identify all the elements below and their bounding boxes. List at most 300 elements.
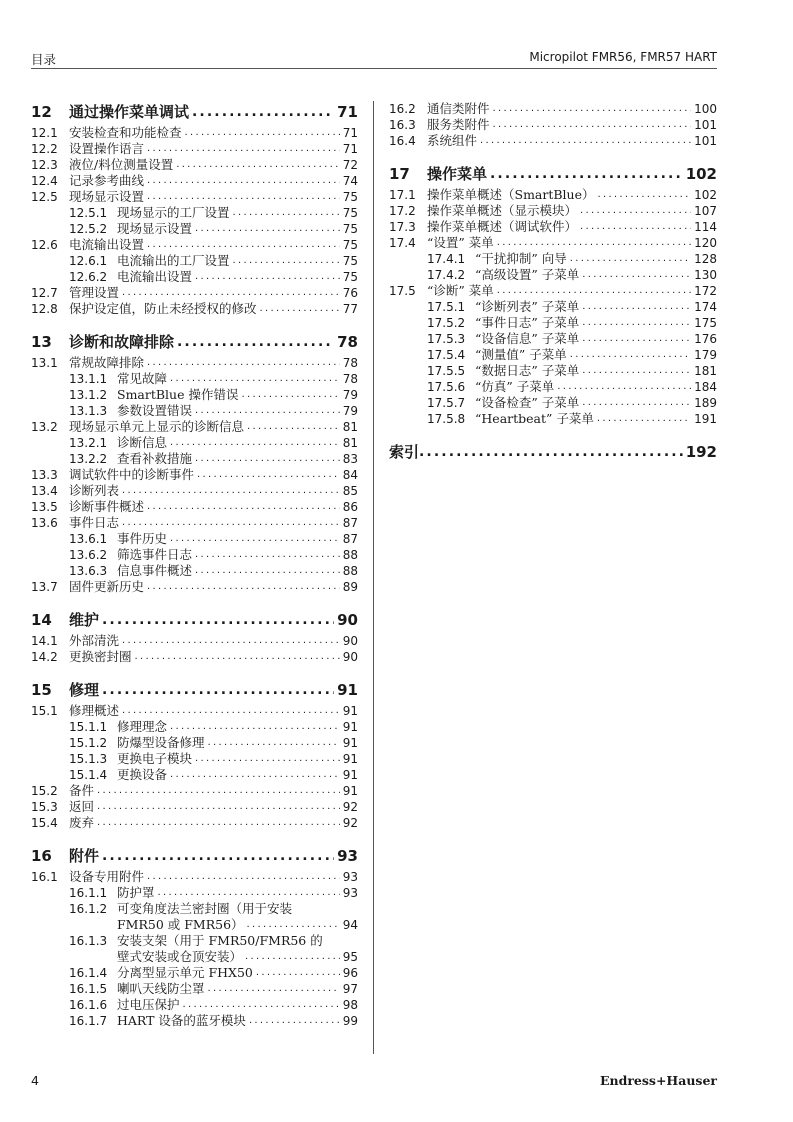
entry-number: 17.5.5 [427,364,466,378]
entry-title: 返回 [69,799,95,814]
toc-subsection-entry[interactable] [31,933,358,965]
toc-section-entry[interactable] [31,499,358,515]
entry-page: 91 [342,736,358,750]
entry-page: 101 [694,134,717,148]
entry-page: 78 [342,372,358,386]
dot-leader [176,157,340,173]
page-header [31,48,717,69]
toc-subsection-entry[interactable] [31,451,358,467]
toc-subsection-entry[interactable] [31,435,358,451]
dot-leader [245,949,340,965]
entry-page: 91 [342,720,358,734]
toc-chapter-entry[interactable] [31,331,358,353]
entry-title: 现场显示设置 [69,189,145,204]
entry-title: 参数设置错误 [117,403,193,418]
entry-page: 100 [694,102,717,116]
entry-number: 15.1.2 [69,736,108,750]
toc-section-entry[interactable] [31,815,358,831]
entry-number: 17.4 [389,236,416,250]
toc-section-entry[interactable] [31,141,358,157]
entry-number: 15.4 [31,816,58,830]
dot-leader [195,451,340,467]
dot-leader [582,395,691,411]
toc-subsection-entry[interactable] [389,347,717,363]
toc-section-entry[interactable] [31,869,358,885]
chapter-page: 192 [685,443,717,461]
entry-title: 调试软件中的诊断事件 [69,467,195,482]
entry-title: 更换设备 [117,767,168,782]
entry-page: 120 [694,236,717,250]
column-divider [373,101,374,1054]
entry-number: 17.1 [389,188,416,202]
toc-subsection-entry[interactable] [389,315,717,331]
dot-leader [197,467,340,483]
entry-page: 91 [342,704,358,718]
entry-title: 系统组件 [427,133,478,148]
entry-number: 16.3 [389,118,416,132]
entry-number: 13.1 [31,356,58,370]
dot-leader [147,499,340,515]
toc-section-entry[interactable] [31,189,358,205]
entry-title: “事件日志” 子菜单 [475,315,580,330]
entry-title: 电流输出设置 [69,237,145,252]
entry-number: 14.1 [31,634,58,648]
entry-number: 16.1.7 [69,1014,108,1028]
chapter-number: 17 [389,165,410,183]
dot-leader [158,885,340,901]
entry-title: 更换电子模块 [117,751,193,766]
entry-page: 75 [342,270,358,284]
dot-leader [102,845,334,867]
dot-leader [557,379,691,395]
entry-title: 事件日志 [69,515,120,530]
entry-number: 17.5.4 [427,348,466,362]
entry-title: 设备专用附件 [69,869,145,884]
entry-title: 操作菜单概述（显示模块） [427,203,578,218]
toc-chapter-entry[interactable] [389,441,717,463]
entry-number: 15.1.4 [69,768,108,782]
chapter-title: 维护 [69,611,100,629]
entry-page: 76 [342,286,358,300]
toc-subsection-entry[interactable] [389,363,717,379]
entry-page: 93 [342,870,358,884]
entry-title: HART 设备的蓝牙模块 [117,1013,246,1028]
chapter-number: 16 [31,847,52,865]
entry-title: 防护罩 [117,885,155,900]
toc-chapter-entry[interactable] [31,845,358,867]
header-document-title: Micropilot FMR56, FMR57 HART [529,50,717,64]
dot-leader [582,267,691,283]
toc-section-entry[interactable] [31,515,358,531]
toc-subsection-entry[interactable] [31,965,358,981]
entry-title: 常见故障 [117,371,168,386]
toc-section-entry[interactable] [31,649,358,665]
toc-right-column [389,101,717,477]
dot-leader [97,815,340,831]
entry-title: 记录参考曲线 [69,173,145,188]
entry-number: 12.8 [31,302,58,316]
toc-subsection-entry[interactable] [389,411,717,427]
toc-section-entry[interactable] [31,301,358,317]
toc-section-entry[interactable] [31,285,358,301]
entry-number: 16.1.3 [69,934,108,948]
entry-page: 85 [342,484,358,498]
toc-subsection-entry[interactable] [389,299,717,315]
toc-section-entry[interactable] [31,419,358,435]
toc-section-entry[interactable] [31,799,358,815]
dot-leader [102,679,334,701]
toc-subsection-entry[interactable] [31,901,358,933]
entry-page: 93 [342,886,358,900]
toc-subsection-entry[interactable] [31,563,358,579]
toc-section-entry[interactable] [31,355,358,371]
entry-title: 事件历史 [117,531,168,546]
entry-title: “设置” 菜单 [427,235,494,250]
entry-page: 75 [342,206,358,220]
entry-number: 12.4 [31,174,58,188]
toc-section-entry[interactable] [389,283,717,299]
entry-number: 17.5.7 [427,396,466,410]
toc-subsection-entry[interactable] [31,719,358,735]
entry-number: 13.7 [31,580,58,594]
toc-subsection-entry[interactable] [31,751,358,767]
dot-leader [570,347,691,363]
entry-number: 17.2 [389,204,416,218]
toc-chapter-entry[interactable] [389,163,717,185]
entry-page: 86 [342,500,358,514]
entry-title: 设置操作语言 [69,141,145,156]
toc-section-entry[interactable] [31,633,358,649]
toc-subsection-entry[interactable] [31,885,358,901]
toc-subsection-entry[interactable] [31,735,358,751]
entry-title-line1: 可变角度法兰密封圈（用于安装 [117,901,293,916]
entry-number: 15.1 [31,704,58,718]
entry-number: 12.5.1 [69,206,108,220]
dot-leader [170,719,340,735]
entry-number: 13.5 [31,500,58,514]
entry-number: 12.6.2 [69,270,108,284]
entry-number: 17.5.1 [427,300,466,314]
entry-number: 17.5.6 [427,380,466,394]
entry-number: 16.1 [31,870,58,884]
toc-subsection-entry[interactable] [31,997,358,1013]
entry-title: 操作菜单概述（调试软件） [427,219,578,234]
toc-section-entry[interactable] [31,173,358,189]
dot-leader [170,435,340,451]
entry-number: 12.1 [31,126,58,140]
entry-title: 液位/料位测量设置 [69,157,174,172]
dot-leader [185,125,340,141]
toc-section-entry[interactable] [389,219,717,235]
entry-number: 16.1.6 [69,998,108,1012]
entry-title: “高级设置” 子菜单 [475,267,580,282]
entry-page: 97 [342,982,358,996]
dot-leader [249,1013,340,1029]
entry-page: 84 [342,468,358,482]
footer-brand: Endress+Hauser [599,1073,717,1088]
entry-number: 12.7 [31,286,58,300]
entry-number: 16.1.4 [69,966,108,980]
entry-title: 固件更新历史 [69,579,145,594]
dot-leader [208,981,340,997]
entry-title: 现场显示的工厂设置 [117,205,230,220]
entry-number: 13.4 [31,484,58,498]
entry-title: 修理概述 [69,703,120,718]
toc-chapter-group [389,441,717,463]
chapter-page: 102 [685,165,717,183]
toc-chapter-group [31,679,358,831]
entry-page: 72 [342,158,358,172]
toc-subsection-entry[interactable] [31,403,358,419]
toc-section-entry[interactable] [31,783,358,799]
entry-page: 74 [342,174,358,188]
toc-subsection-entry[interactable] [389,331,717,347]
entry-page: 88 [342,548,358,562]
entry-title: 防爆型设备修理 [117,735,205,750]
entry-title: 安装检查和功能检查 [69,125,182,140]
entry-number: 17.4.1 [427,252,466,266]
entry-title-line1: 安装支架（用于 FMR50/FMR56 的 [117,933,323,948]
toc-section-entry[interactable] [31,483,358,499]
dot-leader [170,767,340,783]
entry-title: “诊断” 菜单 [427,283,494,298]
entry-number: 12.3 [31,158,58,172]
entry-page: 102 [694,188,717,202]
toc-section-entry[interactable] [31,125,358,141]
toc-subsection-entry[interactable] [31,269,358,285]
dot-leader [135,649,340,665]
dot-leader [419,441,683,463]
toc-section-entry[interactable] [31,237,358,253]
toc-subsection-entry[interactable] [389,379,717,395]
dot-leader [195,547,340,563]
entry-page: 179 [694,348,717,362]
entry-title-line2: FMR50 或 FMR56） [117,917,244,932]
toc-section-entry[interactable] [389,203,717,219]
entry-title: 外部清洗 [69,633,120,648]
entry-title: 常规故障排除 [69,355,145,370]
toc-section-entry[interactable] [31,579,358,595]
chapter-title: 修理 [69,681,100,699]
dot-leader [195,563,340,579]
entry-title: 分离型显示单元 FHX50 [117,965,253,980]
toc-chapter-group [31,331,358,595]
entry-number: 16.1.5 [69,982,108,996]
dot-leader [580,203,691,219]
toc-chapter-group [31,101,358,317]
toc-section-entry[interactable] [389,101,717,117]
entry-title: 过电压保护 [117,997,180,1012]
toc-chapter-group [389,101,717,149]
entry-page: 101 [694,118,717,132]
entry-page: 88 [342,564,358,578]
entry-number: 13.1.3 [69,404,108,418]
dot-leader [183,997,340,1013]
dot-leader [582,315,691,331]
toc-chapter-group [31,609,358,665]
chapter-title: 操作菜单 [427,165,488,183]
entry-title: 修理理念 [117,719,168,734]
entry-number: 13.6.3 [69,564,108,578]
entry-title: 废弃 [69,815,95,830]
dot-leader [580,219,691,235]
toc-section-entry[interactable] [31,157,358,173]
chapter-page: 93 [337,847,358,865]
dot-leader [195,751,340,767]
entry-title: 电流输出设置 [117,269,193,284]
entry-number: 16.2 [389,102,416,116]
toc-section-entry[interactable] [389,187,717,203]
entry-page: 128 [694,252,717,266]
chapter-page: 71 [337,103,358,121]
entry-page: 78 [342,356,358,370]
chapter-number: 12 [31,103,52,121]
toc-subsection-entry[interactable] [31,547,358,563]
entry-number: 13.6.1 [69,532,108,546]
toc-subsection-entry[interactable] [31,205,358,221]
entry-page: 176 [694,332,717,346]
entry-number: 13.6.2 [69,548,108,562]
toc-subsection-entry[interactable] [389,395,717,411]
entry-page: 189 [694,396,717,410]
entry-number: 17.5.3 [427,332,466,346]
entry-number: 12.6 [31,238,58,252]
toc-subsection-entry[interactable] [389,267,717,283]
chapter-number: 13 [31,333,52,351]
toc-chapter-group [389,163,717,427]
dot-leader [480,133,691,149]
entry-title: 管理设置 [69,285,120,300]
toc-section-entry[interactable] [31,467,358,483]
toc-chapter-entry[interactable] [31,679,358,701]
entry-number: 12.5.2 [69,222,108,236]
dot-leader [97,799,340,815]
dot-leader [493,101,692,117]
toc-section-entry[interactable] [389,235,717,251]
entry-title: 通信类附件 [427,101,490,116]
entry-title: 筛选事件日志 [117,547,193,562]
entry-title: 喇叭天线防尘罩 [117,981,205,996]
toc-subsection-entry[interactable] [31,221,358,237]
entry-title: SmartBlue 操作错误 [117,387,239,402]
entry-page: 92 [342,800,358,814]
entry-number: 12.6.1 [69,254,108,268]
entry-number: 13.2.1 [69,436,108,450]
entry-page: 184 [694,380,717,394]
entry-title: 备件 [69,783,95,798]
toc-subsection-entry[interactable] [31,767,358,783]
toc-subsection-entry[interactable] [31,981,358,997]
dot-leader [122,483,340,499]
entry-number: 17.4.2 [427,268,466,282]
toc-subsection-entry[interactable] [389,251,717,267]
chapter-page: 90 [337,611,358,629]
toc-subsection-entry[interactable] [31,531,358,547]
toc-left-column [31,101,358,1043]
entry-page: 89 [342,580,358,594]
toc-subsection-entry[interactable] [31,1013,358,1029]
chapter-title: 通过操作菜单调试 [69,103,190,121]
footer-page-number: 4 [31,1073,39,1088]
entry-number: 17.5.8 [427,412,466,426]
entry-title: “测量值” 子菜单 [475,347,567,362]
dot-leader [247,419,340,435]
dot-leader [233,253,340,269]
entry-page: 75 [342,238,358,252]
entry-title-line2: 壁式安装或仓顶安装） [117,949,243,964]
dot-leader [170,371,340,387]
entry-page: 71 [342,142,358,156]
entry-page: 75 [342,190,358,204]
entry-title: 信息事件概述 [117,563,193,578]
entry-page: 114 [694,220,717,234]
entry-page: 75 [342,222,358,236]
dot-leader [195,221,340,237]
entry-title: “设备信息” 子菜单 [475,331,580,346]
entry-page: 172 [694,284,717,298]
entry-page: 91 [342,752,358,766]
dot-leader [570,251,691,267]
dot-leader [493,117,692,133]
toc-section-entry[interactable] [389,117,717,133]
toc-chapter-entry[interactable] [31,101,358,123]
toc-subsection-entry[interactable] [31,387,358,403]
entry-page: 81 [342,436,358,450]
dot-leader [122,703,340,719]
entry-page: 175 [694,316,717,330]
dot-leader [597,411,691,427]
dot-leader [582,363,691,379]
entry-number: 15.1.1 [69,720,108,734]
entry-number: 15.1.3 [69,752,108,766]
entry-page: 71 [342,126,358,140]
toc-section-entry[interactable] [389,133,717,149]
entry-number: 15.2 [31,784,58,798]
toc-subsection-entry[interactable] [31,253,358,269]
chapter-number: 14 [31,611,52,629]
entry-title: 现场显示设置 [117,221,193,236]
entry-page: 91 [342,768,358,782]
entry-page: 90 [342,634,358,648]
toc-section-entry[interactable] [31,703,358,719]
entry-title: 保护设定值，防止未经授权的修改 [69,301,257,316]
entry-page: 95 [342,950,358,964]
entry-title: 诊断列表 [69,483,120,498]
dot-leader [192,101,334,123]
entry-title: 现场显示单元上显示的诊断信息 [69,419,245,434]
entry-number: 12.2 [31,142,58,156]
entry-page: 83 [342,452,358,466]
entry-page: 75 [342,254,358,268]
dot-leader [147,579,340,595]
entry-number: 16.4 [389,134,416,148]
entry-page: 79 [342,388,358,402]
toc-subsection-entry[interactable] [31,371,358,387]
chapter-title: 附件 [69,847,100,865]
toc-chapter-entry[interactable] [31,609,358,631]
chapter-title: 诊断和故障排除 [69,333,175,351]
dot-leader [97,783,340,799]
entry-title: “诊断列表” 子菜单 [475,299,580,314]
dot-leader [497,235,691,251]
entry-title: 诊断信息 [117,435,168,450]
entry-number: 16.1.1 [69,886,108,900]
entry-title: “仿真” 子菜单 [475,379,555,394]
chapter-page: 78 [337,333,358,351]
dot-leader [247,917,340,933]
entry-title: 诊断事件概述 [69,499,145,514]
entry-page: 107 [694,204,717,218]
